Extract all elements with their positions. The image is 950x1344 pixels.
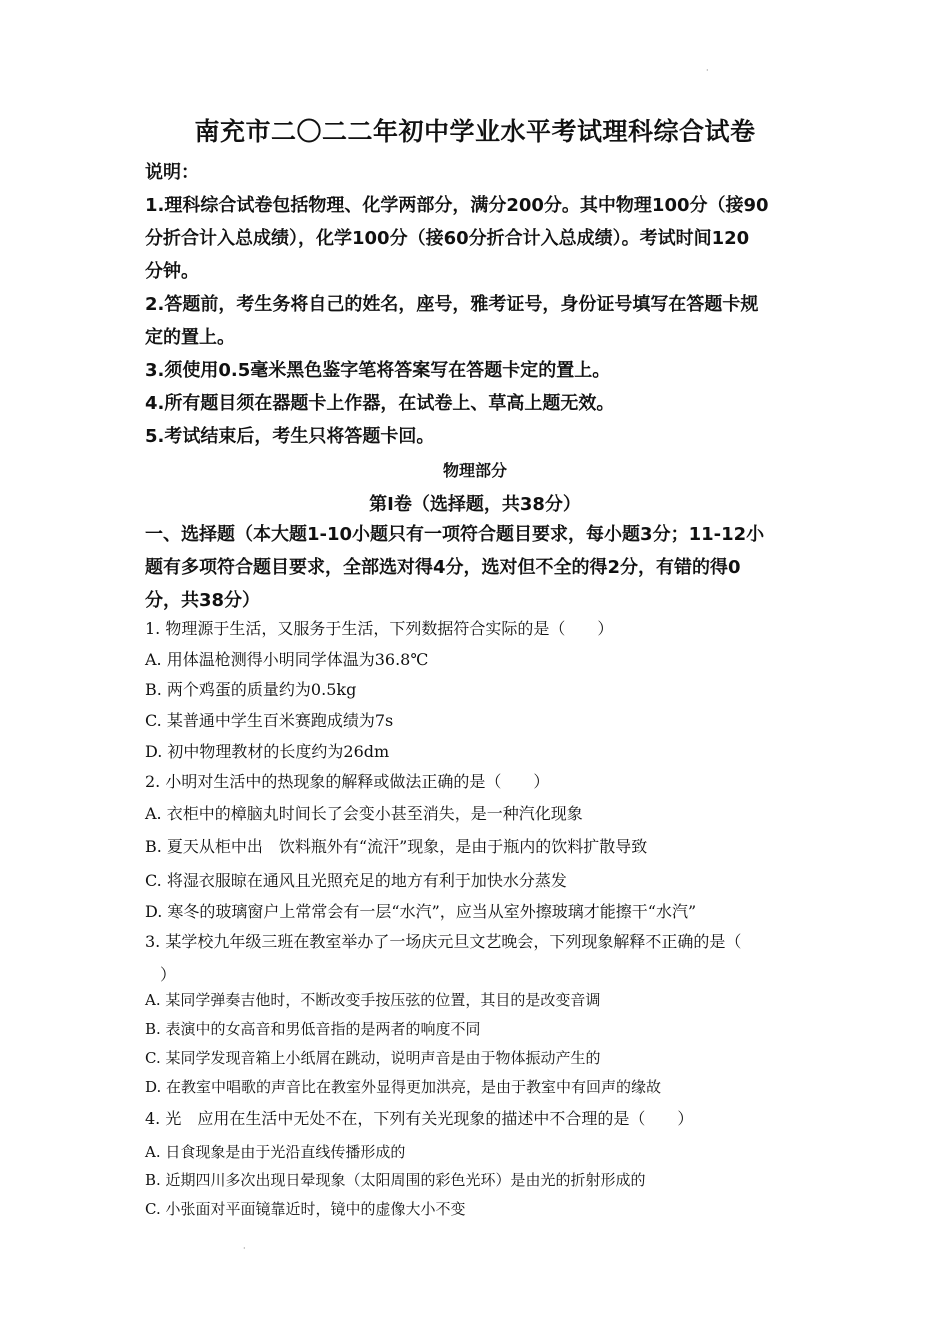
exam-title: 南充市二〇二二年初中学业水平考试理科综合试卷	[194, 117, 756, 146]
instruction-3: 3.须使用0.5毫米黑色鉴字笔将答案写在答题卡定的置上。	[145, 360, 611, 381]
q3-option-a: A. 某同学弹奏吉他时，不断改变手按压弦的位置，其目的是改变音调	[145, 991, 601, 1009]
part-title: 物理部分	[442, 461, 507, 480]
instructions-heading: 说明：	[145, 162, 199, 183]
q3-stem: 3. 某学校九年级三班在教室举办了一场庆元旦文艺晚会，下列现象解释不正确的是（	[145, 932, 742, 951]
instruction-2a: 2.答题前，考生务将自己的姓名，座号，雅考证号，身份证号填写在答题卡规	[145, 294, 759, 315]
instruction-2b: 定的置上。	[145, 327, 235, 348]
q4-option-c: C. 小张面对平面镜靠近时，镜中的虚像大小不变	[145, 1200, 466, 1218]
instruction-1c: 分钟。	[145, 261, 199, 282]
instruction-5: 5.考试结束后，考生只将答题卡回。	[145, 426, 435, 447]
q2-option-d: D. 寒冬的玻璃窗户上常常会有一层“水汽”，应当从室外擦玻璃才能擦干“水汽”	[145, 902, 697, 921]
instruction-1b: 分折合计入总成绩），化学100分（接60分折合计入总成绩）。考试时间120	[145, 228, 750, 249]
q2-option-b: B. 夏天从柜中出 饮料瓶外有“流汗”现象，是由于瓶内的饮料扩散导致	[145, 837, 648, 856]
q2-option-c: C. 将湿衣服晾在通风且光照充足的地方有利于加快水分蒸发	[145, 871, 567, 890]
q3-option-c: C. 某同学发现音箱上小纸屑在跳动，说明声音是由于物体振动产生的	[145, 1049, 601, 1067]
q1-stem: 1. 物理源于生活，又服务于生活，下列数据符合实际的是（ ）	[145, 619, 614, 638]
instruction-1a: 1.理科综合试卷包括物理、化学两部分，满分200分。其中物理100分（接90	[145, 195, 769, 216]
section-heading-a: 一、选择题（本大题1-10小题只有一项符合题目要求，每小题3分；11-12小	[145, 524, 765, 545]
q1-option-a: A. 用体温枪测得小明同学体温为36.8℃	[145, 650, 429, 669]
q2-option-a: A. 衣柜中的樟脑丸时间长了会变小甚至消失，是一种汽化现象	[145, 804, 583, 823]
q3-stem-end: ）	[160, 965, 177, 984]
q1-option-b: B. 两个鸡蛋的质量约为0.5kg	[145, 680, 357, 699]
scan-speck: ·	[243, 1244, 246, 1253]
q4-stem: 4. 光 应用在生活中无处不在，下列有关光现象的描述中不合理的是（ ）	[145, 1109, 694, 1128]
q3-option-d: D. 在教室中唱歌的声音比在教室外显得更加洪亮，是由于教室中有回声的缘故	[145, 1078, 662, 1096]
q3-option-b: B. 表演中的女高音和男低音指的是两者的响度不同	[145, 1020, 481, 1038]
q4-option-b: B. 近期四川多次出现日晕现象（太阳周围的彩色光环）是由光的折射形成的	[145, 1171, 646, 1189]
section-heading-c: 分，共38分）	[145, 590, 261, 611]
q4-option-a: A. 日食现象是由于光沿直线传播形成的	[145, 1143, 406, 1161]
q2-stem: 2. 小明对生活中的热现象的解释或做法正确的是（ ）	[145, 772, 550, 791]
q1-option-d: D. 初中物理教材的长度约为26dm	[145, 742, 390, 761]
scan-speck: ·	[706, 66, 709, 75]
q1-option-c: C. 某普通中学生百米赛跑成绩为7s	[145, 711, 394, 730]
section-heading-b: 题有多项符合题目要求，全部选对得4分，选对但不全的得2分，有错的得0	[145, 557, 741, 578]
instruction-4: 4.所有题目须在器题卡上作器，在试卷上、草高上题无效。	[145, 393, 615, 414]
volume-title: 第Ⅰ卷（选择题，共38分）	[369, 494, 581, 515]
